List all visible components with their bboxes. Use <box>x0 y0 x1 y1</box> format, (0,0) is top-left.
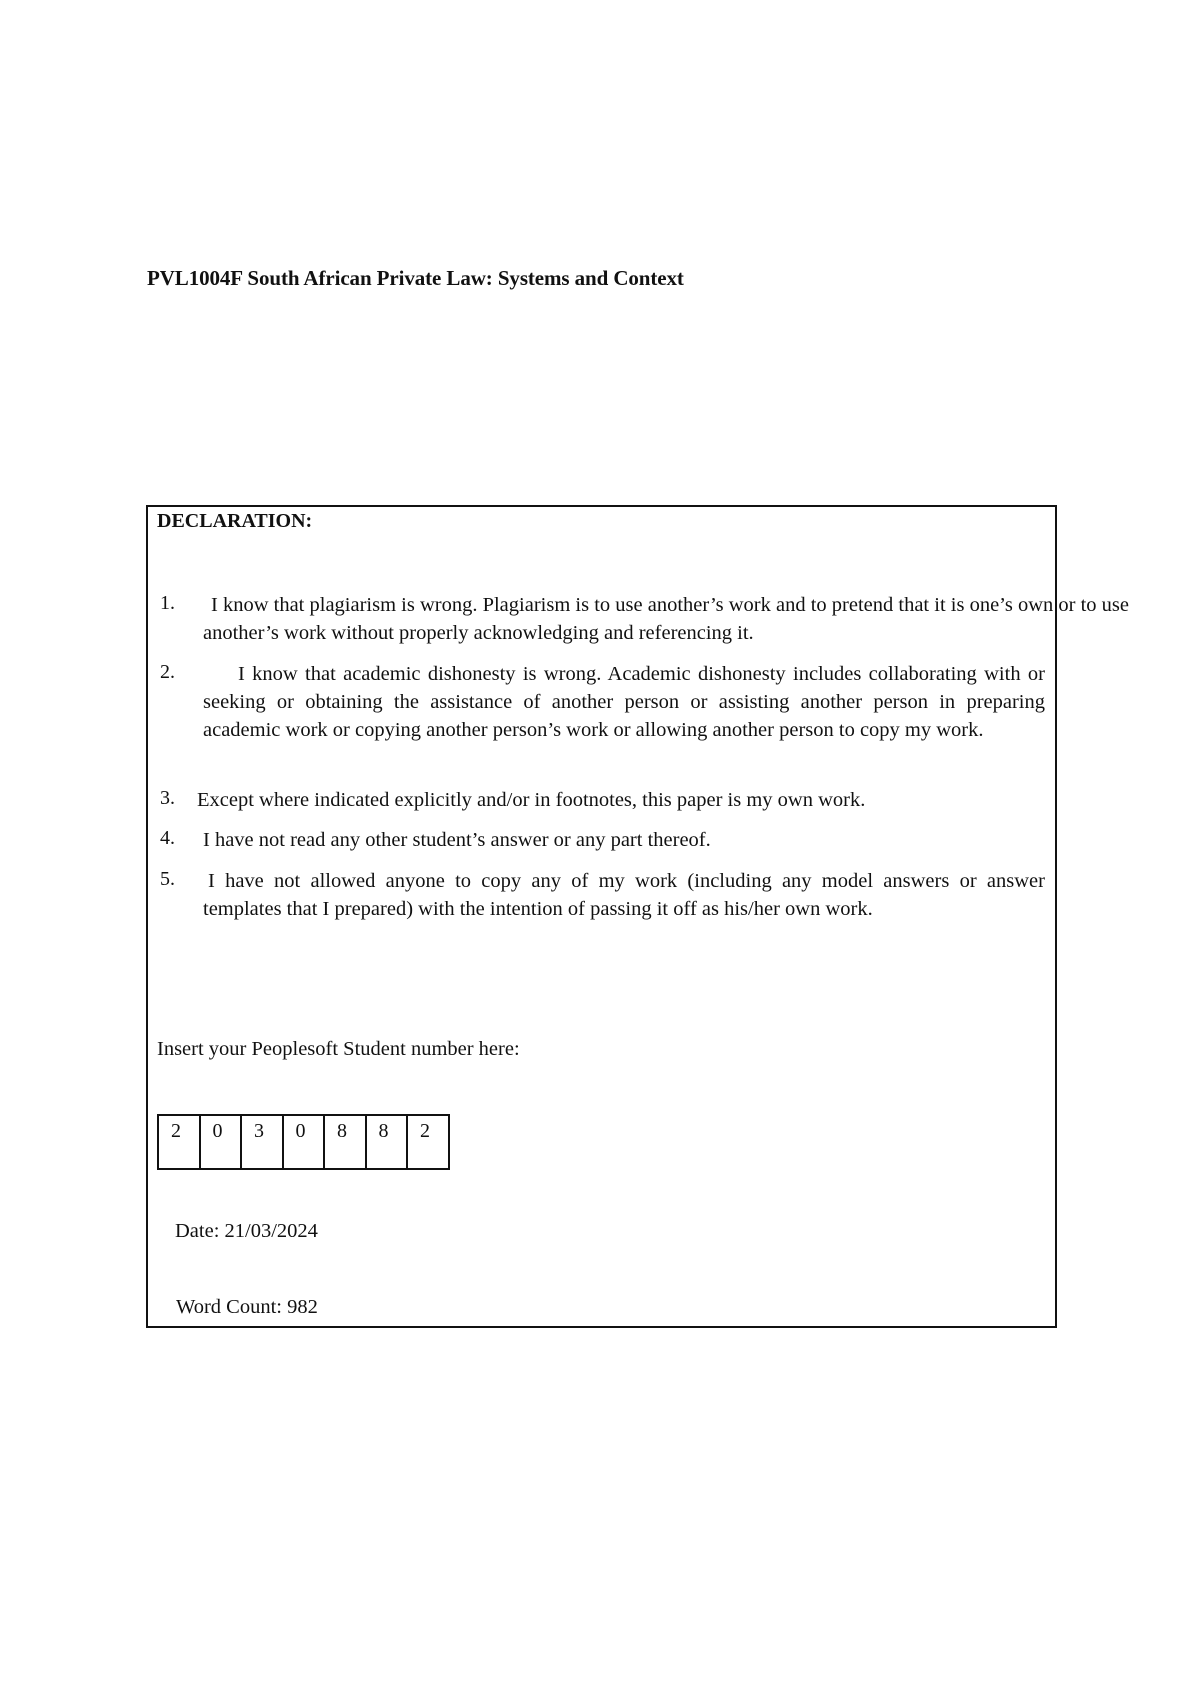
declaration-item-2: I know that academic dishonesty is wrong. Academic dishonesty includes collaborating with or seeking or obtaining the assistance of another person or assisting another person in preparing academic work or copying another person’s work or allowing another person to copy my work. <box>203 663 1045 741</box>
item-number-5: 5. <box>160 868 175 890</box>
declaration-item-4: I have not read any other student’s answer or any part thereof. <box>203 829 711 851</box>
student-number-digit[interactable]: 8 <box>325 1116 367 1168</box>
item-number-3: 3. <box>160 787 175 809</box>
declaration-heading: DECLARATION: <box>157 510 313 532</box>
item-number-4: 4. <box>160 827 175 849</box>
student-number-digit[interactable]: 0 <box>284 1116 326 1168</box>
date-line: Date: 21/03/2024 <box>175 1220 318 1242</box>
declaration-item-1: I know that plagiarism is wrong. Plagiarism is to use another’s work and to pretend that it is one’s own or to use another’s work without properly acknowledging and referencing it. <box>203 594 1129 644</box>
course-title: PVL1004F South African Private Law: Systems and Context <box>147 266 684 290</box>
student-number-digit[interactable]: 3 <box>242 1116 284 1168</box>
student-number-digit[interactable]: 0 <box>201 1116 243 1168</box>
declaration-item-5: I have not allowed anyone to copy any of my work (including any model answers or answer templates that I prepared) with the intention of passing it off as his/her own work. <box>203 870 1045 920</box>
student-number-digit[interactable]: 2 <box>408 1116 450 1168</box>
student-number-field[interactable] <box>157 1114 450 1170</box>
student-number-prompt: Insert your Peoplesoft Student number here: <box>157 1038 520 1060</box>
item-number-1: 1. <box>160 592 175 614</box>
item-number-2: 2. <box>160 661 175 683</box>
word-count-line: Word Count: 982 <box>176 1296 318 1318</box>
student-number-digit[interactable]: 2 <box>159 1116 201 1168</box>
declaration-item-3: Except where indicated explicitly and/or in footnotes, this paper is my own work. <box>197 789 866 811</box>
student-number-digit[interactable]: 8 <box>367 1116 409 1168</box>
